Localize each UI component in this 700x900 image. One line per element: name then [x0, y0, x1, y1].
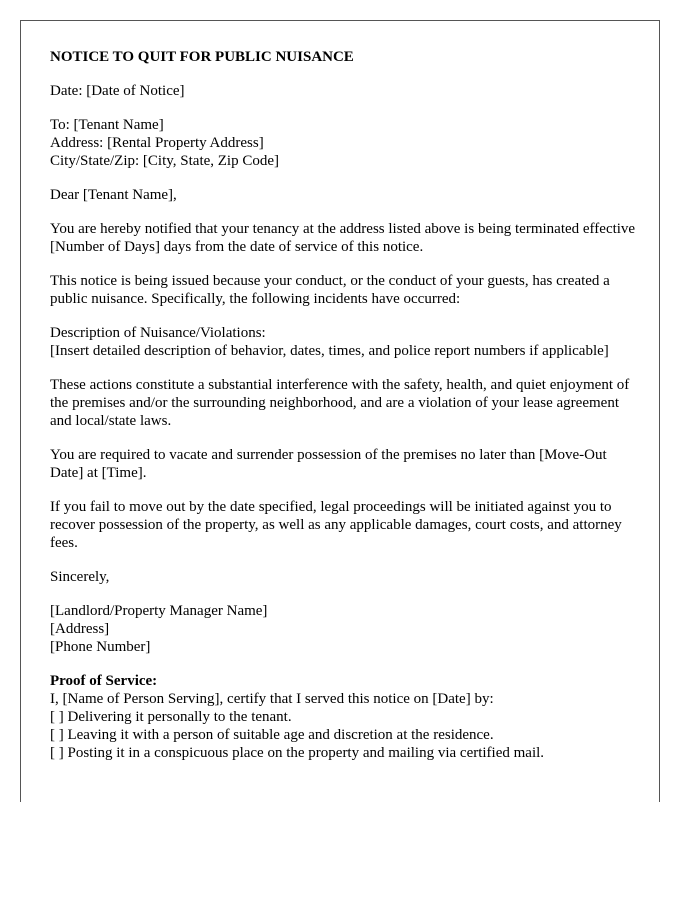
signature-address-line: [Address] — [50, 621, 110, 637]
proof-of-service-section — [50, 672, 640, 762]
recipient-address-line: Address: [Rental Property Address] — [50, 135, 264, 151]
proof-of-service-statement: I, [Name of Person Serving], certify that I served this notice on [Date] by: — [50, 691, 494, 707]
date-line: Date: [Date of Notice] — [50, 83, 185, 99]
proof-option-personal: [ ] Delivering it personally to the tenant. — [50, 709, 292, 725]
legal-proceedings-paragraph: If you fail to move out by the date specified, legal proceedings will be initiated against you to recover possession of the property, as well as any applicable damages, court costs, and attorney fees. — [50, 499, 622, 551]
reason-paragraph: This notice is being issued because your conduct, or the conduct of your guests, has created a public nuisance. Specifically, the following incidents have occurred: — [50, 273, 610, 307]
proof-option-residence: [ ] Leaving it with a person of suitable age and discretion at the residence. — [50, 727, 494, 743]
proof-of-service-heading: Proof of Service: — [50, 673, 158, 689]
document-content — [50, 48, 640, 778]
violations-heading: Description of Nuisance/Violations: — [50, 325, 266, 341]
closing: Sincerely, — [50, 569, 110, 585]
violations-section — [50, 324, 640, 360]
document-page — [20, 20, 660, 802]
recipient-city-line: City/State/Zip: [City, State, Zip Code] — [50, 153, 280, 169]
document-title: NOTICE TO QUIT FOR PUBLIC NUISANCE — [50, 49, 354, 65]
signature-block — [50, 602, 640, 656]
violations-text: [Insert detailed description of behavior, dates, times, and police report numbers if applicable] — [50, 343, 609, 359]
vacate-paragraph: You are required to vacate and surrender possession of the premises no later than [Move-Out Date] at [Time]. — [50, 447, 607, 481]
recipient-name-line: To: [Tenant Name] — [50, 117, 164, 133]
termination-paragraph: You are hereby notified that your tenancy at the address listed above is being terminated effective [Number of Days] days from the date of service of this notice. — [50, 221, 636, 255]
interference-paragraph: These actions constitute a substantial interference with the safety, health, and quiet enjoyment of the premises and/or the surrounding neighborhood, and are a violation of your lease agreement and local/state laws. — [50, 377, 630, 429]
signature-name-line: [Landlord/Property Manager Name] — [50, 603, 268, 619]
recipient-address-block — [50, 116, 640, 170]
salutation: Dear [Tenant Name], — [50, 187, 177, 203]
proof-option-posting: [ ] Posting it in a conspicuous place on the property and mailing via certified mail. — [50, 745, 545, 761]
signature-phone-line: [Phone Number] — [50, 639, 151, 655]
